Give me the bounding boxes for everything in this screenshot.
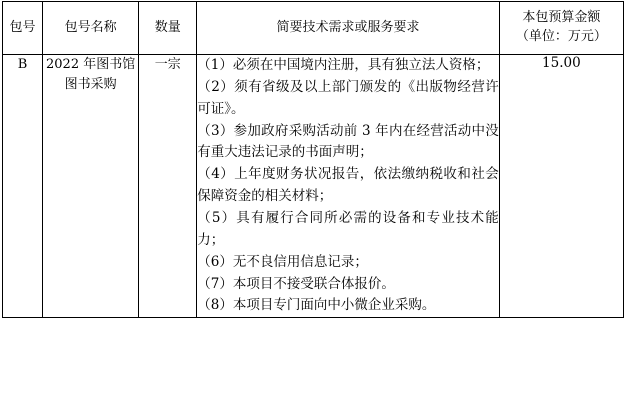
header-cell-name — [43, 2, 139, 55]
requirement-item: （7）本项目不接受联合体报价。 — [197, 275, 395, 292]
procurement-package-table — [2, 1, 624, 318]
table-header-row — [3, 2, 624, 55]
header-label-budget-line2: （单位：万元） — [515, 29, 607, 44]
requirement-item: （1）必须在中国境内注册，具有独立法人资格； — [197, 57, 490, 73]
header-cell-quantity — [139, 2, 197, 55]
header-label-code: 包号 — [9, 19, 36, 35]
header-cell-budget — [499, 2, 623, 55]
header-label-budget-line1: 本包预算金额 — [522, 10, 601, 26]
requirement-item: （2）须有省级及以上部门颁发的《出版物经营许可证》。 — [197, 78, 499, 117]
cell-package-name: 2022 年图书馆图书采购 — [43, 55, 139, 318]
header-cell-requirements — [197, 2, 499, 55]
requirement-item: （4）上年度财务状况报告，依法缴纳税收和社会保障资金的相关材料； — [197, 166, 499, 205]
requirement-item: （5）具有履行合同所必需的设备和专业技术能力； — [197, 210, 499, 248]
header-cell-code — [3, 2, 43, 55]
header-label-quantity: 数量 — [154, 19, 181, 35]
cell-requirements — [197, 55, 499, 318]
cell-budget-amount: 15.00 — [499, 55, 623, 318]
header-label-name: 包号名称 — [64, 19, 117, 35]
requirement-item: （3）参加政府采购活动前 3 年内在经营活动中没有重大违法记录的书面声明； — [197, 122, 499, 161]
table-row — [3, 55, 624, 318]
cell-quantity: 一宗 — [139, 55, 197, 318]
requirement-item: （8）本项目专门面向中小微企业采购。 — [197, 297, 436, 314]
header-label-requirements: 简要技术需求或服务要求 — [276, 19, 420, 35]
header-label-budget — [502, 9, 621, 47]
requirement-item: （6）无不良信用信息记录； — [197, 253, 368, 270]
cell-package-code: B — [3, 55, 43, 318]
